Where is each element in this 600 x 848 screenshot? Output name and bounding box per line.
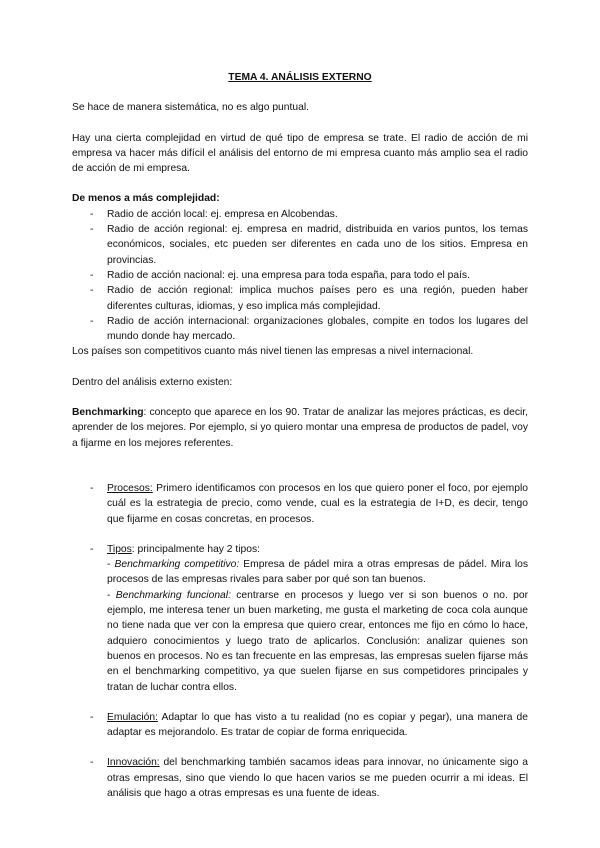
page-title: TEMA 4. ANÁLISIS EXTERNO (228, 72, 372, 83)
complexity-closing: Los países son competitivos cuanto más nivel tienen las empresas a nivel internacional. (72, 346, 474, 358)
innovacion-text: del benchmarking también sacamos ideas para innovar, no únicamente sigo a otras empresas, sino que viendo lo que hacen varios se me pueden ocurrir a mi ideas. El análisis que hago a otras empresas es una fuente de ideas. (107, 757, 528, 799)
list-item: - Radio de acción local: ej. empresa en Alcobendas. (72, 207, 528, 222)
benchmarking-term: Benchmarking (72, 407, 144, 419)
tipo-funcional-text: centrarse en procesos y luego ver si son buenos o no. por ejemplo, me interesa tener un buen marketing, me gusta el marketing de coca cola aunque no tiene nada que ver con la empresa que quiero crear, entonces me fijo en cómo lo hace, adquiero conocimientos y luego trato de aplicarlos. Conclusión: analizar quienes son buenos en procesos. No es tan frecuente en las empresas, las empresas suelen fijarse más en el benchmarking competitivo, ya que suelen fijarse en sus competidores principales y tratan de luchar contra ellos. (107, 589, 529, 693)
tipos-label: Tipos (107, 543, 132, 555)
intro-paragraph-1: Se hace de manera sistemática, no es algo puntual. (72, 102, 309, 114)
list-item-emulacion (72, 710, 528, 741)
innovacion-list (72, 755, 528, 801)
emulacion-label: Emulación: (107, 711, 158, 723)
list-item: - Radio de acción regional: ej. empresa en madrid, distribuida en varios puntos, los temas económicos, sociales, etc pueden ser diferentes en cada uno de los sitios. Empresa en provincias. (72, 222, 528, 268)
complexity-list (72, 207, 528, 345)
tipo-competitivo: - Benchmarking competitivo: Empresa de pádel mira a otras empresas de pádel. Mira los procesos de las empresas rivales para saber por qué son tan buenos. (107, 559, 529, 586)
list-item-procesos (72, 481, 528, 527)
tipo-competitivo-text: Empresa de pádel mira a otras empresas de pádel. Mira los procesos de las empresas rivales para saber por qué son tan buenos. (107, 559, 529, 586)
list-item-tipos (72, 542, 528, 695)
within-paragraph: Dentro del análisis externo existen: (72, 376, 233, 388)
list-item-innovacion (72, 755, 528, 801)
tipos-list (72, 542, 528, 695)
innovacion-label: Innovación: (107, 757, 160, 769)
procesos-text: Primero identificamos con procesos en los que quiero poner el foco, por ejemplo cuál es la estrategia de precio, como vende, cual es la estrategia de I+D, es decir, tengo que fijarme en cosas concretas, en procesos. (107, 482, 528, 525)
emulacion-list (72, 710, 528, 741)
list-item: - Radio de acción internacional: organizaciones globales, compite en todos los lugares del mundo donde hay mercado. (72, 314, 528, 345)
procesos-label: Procesos: (107, 482, 153, 494)
intro-paragraph-2: Hay una cierta complejidad en virtud de qué tipo de empresa se trate. El radio de acción de mi empresa va hacer más difícil el análisis del entorno de mi empresa cuanto más amplio sea el radio de acción de mi empresa. (72, 132, 528, 175)
tipo-funcional: - Benchmarking funcional: centrarse en procesos y luego ver si son buenos o no. por ejemplo, me interesa tener un buen marketing, me gusta el marketing de coca cola aunque no tiene nada que ver con la empresa que quiero crear, entonces me fijo en cómo lo hace, adquiero conocimientos y luego trato de aplicarlos. Conclusión: analizar quienes son buenos en procesos. No es tan frecuente en las empresas, las empresas suelen fijarse más en el benchmarking competitivo, ya que suelen fijarse en sus competidores principales y tratan de luchar contra ellos. (107, 589, 529, 693)
tipo-competitivo-label: Benchmarking competitivo: (114, 559, 240, 571)
complexity-heading: De menos a más complejidad: (72, 193, 220, 205)
list-item: - Radio de acción regional: implica muchos países pero es una región, pueden haber diferentes culturas, idiomas, y eso implica más complejidad. (72, 283, 528, 314)
tipos-text: : principalmente hay 2 tipos: (131, 543, 261, 555)
benchmarking-list (72, 481, 528, 527)
tipo-funcional-label: Benchmarking funcional: (115, 589, 231, 601)
emulacion-text: Adaptar lo que has visto a tu realidad (no es copiar y pegar), una manera de adaptar es mejorandolo. Es tratar de copiar de forma enriquecida. (107, 711, 528, 739)
benchmarking-paragraph (72, 405, 528, 451)
list-item: - Radio de acción nacional: ej. una empresa para toda españa, para todo el país. (72, 268, 528, 283)
benchmarking-text: : concepto que aparece en los 90. Tratar de analizar las mejores prácticas, es decir, aprender de los mejores. Por ejemplo, si yo quiero montar una empresa de productos de padel, voy a fijarme en los mejores referentes. (72, 407, 528, 449)
